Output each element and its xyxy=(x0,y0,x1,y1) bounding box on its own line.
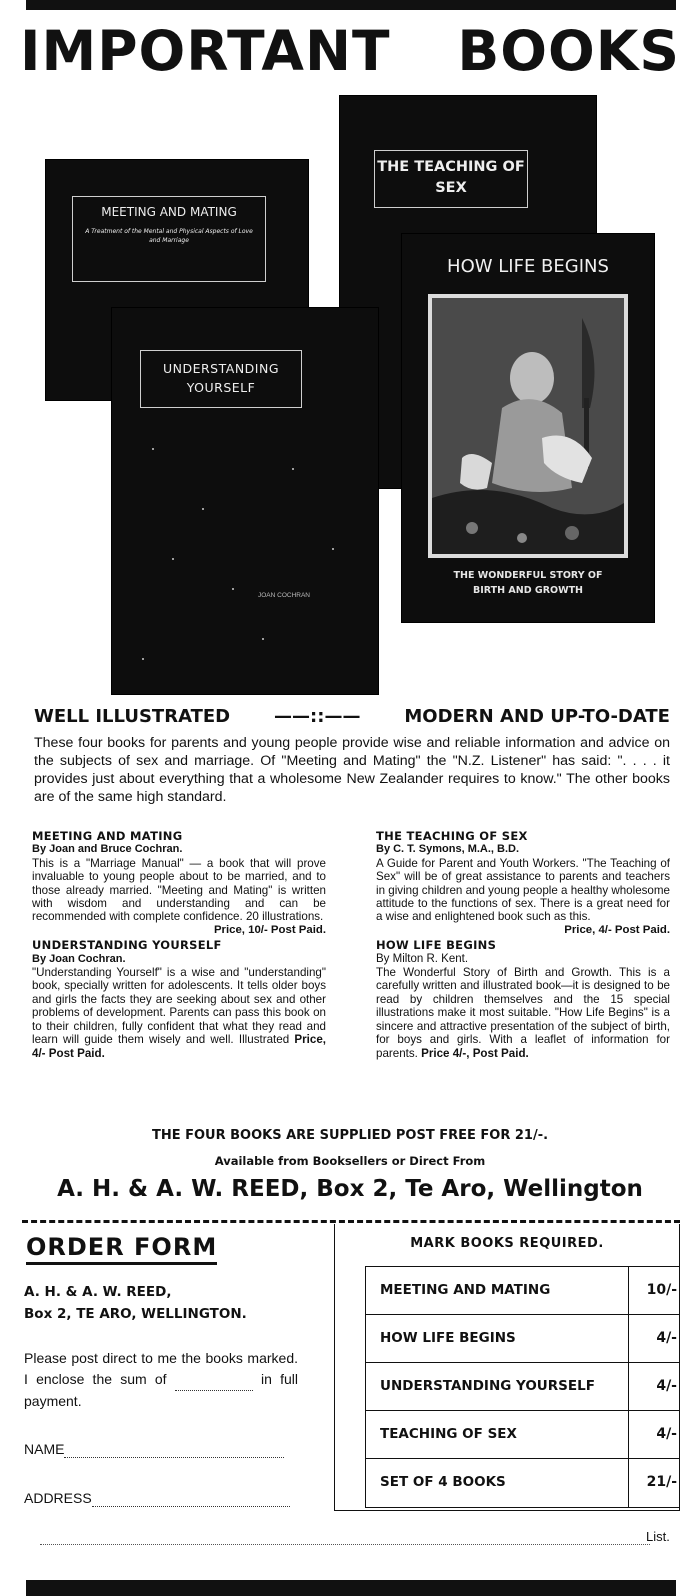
cover-how-life-begins xyxy=(402,234,654,622)
availability-note: Available from Booksellers or Direct From xyxy=(214,1154,486,1168)
book-description xyxy=(32,966,326,1060)
book-author: By C. T. Symons, M.A., B.D. xyxy=(376,843,520,856)
book-price: Price, 4/- Post Paid. xyxy=(564,923,670,936)
headline-right: BOOKS xyxy=(457,19,680,83)
cover-understanding-author: JOAN COCHRAN xyxy=(258,592,311,599)
cover-understanding-title: UNDERSTANDING YOURSELF xyxy=(162,361,280,395)
subheading xyxy=(34,706,670,727)
book-description: A Guide for Parent and Youth Workers. "The Teaching of Sex" will be of great assistance to parents and teachers in giving children and young people a healthy wholesome attitude to the functions of sex. There is a great need for a wise and enlightened book such as this. xyxy=(376,856,670,924)
book-description-text: The Wonderful Story of Birth and Growth. This is a carefully written and illustrated book—it is designed to be read by children themselves and the 15 special illustrations make it most suitable. "How Life Begins" is a sincere and attractive presentation of the subject of birth, for boys and girls. With a leaflet of information for parents. xyxy=(376,966,670,1060)
address-field[interactable] xyxy=(92,1490,290,1507)
book-price: Price, 10/- Post Paid. xyxy=(213,923,326,936)
mark-row-price: 21/- xyxy=(628,1459,679,1507)
mark-row[interactable] xyxy=(365,1362,679,1411)
cover-life-tagline: THE WONDERFUL STORY OF BIRTH AND GROWTH xyxy=(453,570,603,596)
book-description xyxy=(376,966,670,1060)
cover-meeting-subtitle: A Treatment of the Mental and Physical Aspects of Love and Marriage xyxy=(85,228,253,244)
intro-paragraph: These four books for parents and young people provide wise and reliable information and advice on the subjects of sex and marriage. Of "Meeting and Mating" the "N.Z. Listener" has said: ". . . . it provides just about everything that a wholesome New Zealander requires to know." The other books are of the same high standard. xyxy=(34,735,670,805)
book-description: This is a "Marriage Manual" — a book that will prove invaluable to young people about to be married, and to those already married. "Meeting and Mating" is written with wisdom and understanding and can be recommended with complete confidence. 20 illustrations. xyxy=(32,856,326,924)
mark-row-name: TEACHING OF SEX xyxy=(365,1411,628,1459)
cover-teaching-title: THE TEACHING OF SEX xyxy=(377,159,525,196)
book-title: HOW LIFE BEGINS xyxy=(376,938,497,953)
mark-row[interactable] xyxy=(365,1458,679,1508)
cover-life-illustration-art xyxy=(432,298,624,554)
name-label: NAME xyxy=(24,1441,65,1457)
cover-meeting-title: MEETING AND MATING xyxy=(101,205,237,219)
order-instructions xyxy=(24,1348,298,1412)
book-entry-meeting xyxy=(32,830,326,937)
name-field-row xyxy=(24,1441,284,1458)
cut-line xyxy=(22,1220,680,1223)
list-label: List. xyxy=(646,1529,670,1544)
mark-row-name: HOW LIFE BEGINS xyxy=(365,1315,628,1363)
book-price: Price 4/-, Post Paid. xyxy=(421,1046,529,1060)
subheading-divider: ——::—— xyxy=(274,706,361,727)
left-column xyxy=(32,830,326,1062)
cover-teaching-title-box xyxy=(374,150,528,208)
mark-row[interactable] xyxy=(365,1266,679,1315)
address-field-row xyxy=(24,1490,290,1507)
cover-life-illustration xyxy=(428,294,628,558)
cover-meeting-title-box xyxy=(72,196,266,282)
book-author: By Joan and Bruce Cochran. xyxy=(32,843,183,856)
order-instructions-text: Please post direct to me the books marked. I enclose the sum of xyxy=(24,1350,298,1387)
right-column xyxy=(376,830,670,1062)
book-price: Price, 4/- Post Paid. xyxy=(32,1033,327,1060)
mark-books-table xyxy=(334,1224,680,1511)
subheading-left: WELL ILLUSTRATED xyxy=(34,706,231,727)
cover-understanding-title-box xyxy=(140,350,302,408)
order-form-title-text: ORDER FORM xyxy=(26,1233,217,1265)
list-line[interactable] xyxy=(40,1530,650,1545)
cover-understanding-yourself xyxy=(112,308,378,694)
address-label: ADDRESS xyxy=(24,1490,92,1506)
mark-row[interactable] xyxy=(365,1314,679,1363)
mark-row-name: MEETING AND MATING xyxy=(365,1267,628,1315)
name-field[interactable] xyxy=(64,1441,284,1458)
amount-field[interactable] xyxy=(175,1369,253,1391)
order-address-line2: Box 2, TE ARO, WELLINGTON. xyxy=(24,1306,247,1322)
mark-row-price: 4/- xyxy=(628,1411,679,1459)
post-free-offer: THE FOUR BOOKS ARE SUPPLIED POST FREE FOR 21/-. xyxy=(151,1128,549,1143)
publisher-address: A. H. & A. W. REED, Box 2, Te Aro, Wellington xyxy=(57,1176,643,1202)
book-entry-teaching xyxy=(376,830,670,937)
order-address xyxy=(24,1281,247,1325)
bottom-rule xyxy=(26,1580,676,1596)
top-rule xyxy=(26,0,676,10)
order-form-title xyxy=(26,1233,217,1261)
order-instructions-tail: in full payment. xyxy=(24,1371,299,1409)
book-title: UNDERSTANDING YOURSELF xyxy=(32,938,222,953)
book-author: By Joan Cochran. xyxy=(32,952,126,965)
book-entry-understanding xyxy=(32,939,326,1060)
book-entry-life xyxy=(376,939,670,1060)
subheading-right: MODERN AND UP-TO-DATE xyxy=(404,706,670,727)
headline-left: IMPORTANT xyxy=(20,19,391,83)
mark-row[interactable] xyxy=(365,1410,679,1459)
mark-row-name: SET OF 4 BOOKS xyxy=(365,1459,628,1507)
headline xyxy=(20,19,680,83)
mark-row-price: 4/- xyxy=(628,1315,679,1363)
mark-row-price: 10/- xyxy=(628,1267,679,1315)
mark-row-name: UNDERSTANDING YOURSELF xyxy=(365,1363,628,1411)
book-description-text: "Understanding Yourself" is a wise and "understanding" book, specially written for adolescents. It tells older boys and girls the facts they are seeking about sex and other problems of development. Parents can pass this book on to their children, fully confident that what they read and learn will guide them wisely and well. Illustrated xyxy=(32,966,326,1047)
book-title: MEETING AND MATING xyxy=(32,829,183,843)
cover-life-title: HOW LIFE BEGINS xyxy=(447,256,609,277)
order-address-line1: A. H. & A. W. REED, xyxy=(24,1284,172,1300)
mark-row-price: 4/- xyxy=(628,1363,679,1411)
book-author: By Milton R. Kent. xyxy=(376,952,469,965)
book-title: THE TEACHING OF SEX xyxy=(376,829,528,843)
mark-books-header: MARK BOOKS REQUIRED. xyxy=(410,1236,604,1251)
